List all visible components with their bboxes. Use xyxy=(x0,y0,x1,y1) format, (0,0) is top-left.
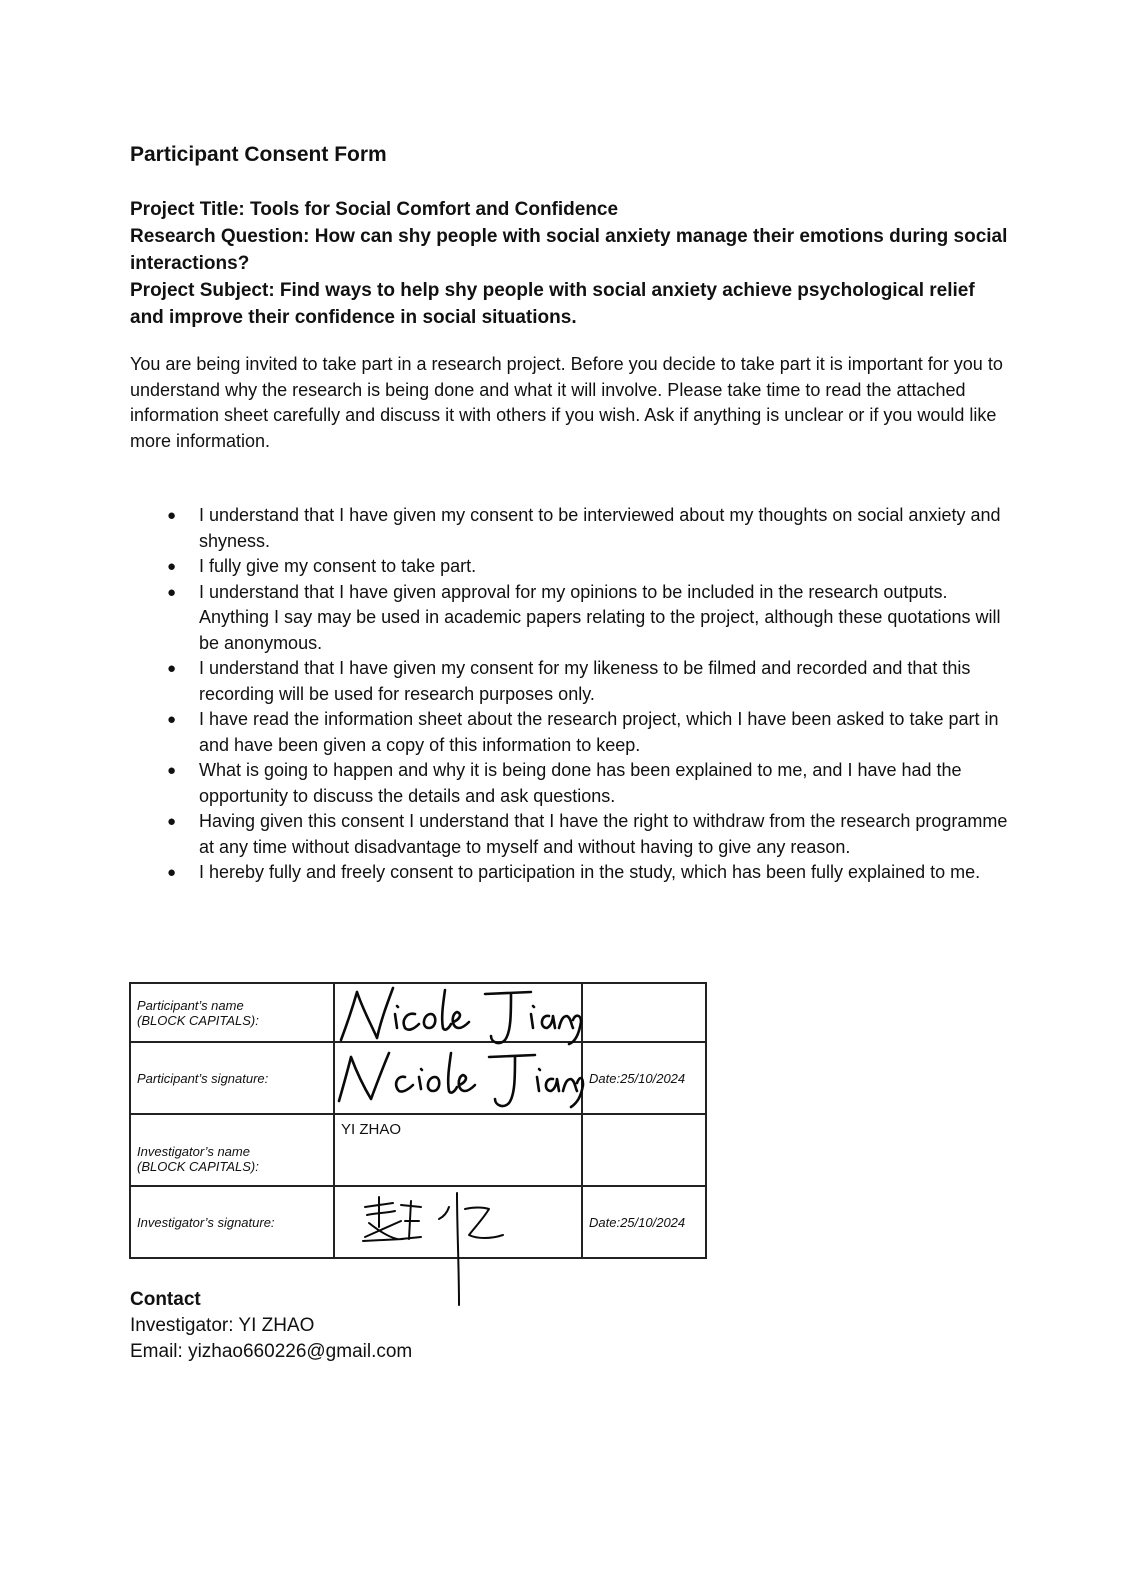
signature-table xyxy=(129,982,707,1259)
consent-statement: ● Having given this consent I understand that I have the right to withdraw from the research programme at any time without disadvantage to myself and without having to give any reason. xyxy=(167,811,1008,857)
project-details xyxy=(130,196,1010,331)
participant-name-blank xyxy=(582,983,706,1042)
consent-statement: ● I understand that I have given my consent for my likeness to be filmed and recorded and that this recording will be used for research purposes only. xyxy=(167,658,971,704)
investigator-signature-date: Date:25/10/2024 xyxy=(582,1186,706,1258)
intro-paragraph: You are being invited to take part in a research project. Before you decide to take part it is important for you to understand why the research is being done and what it will involve. Please take time to read the attached information sheet carefully and discuss it with others if you wish. Ask if anything is unclear or if you would like more information. xyxy=(130,354,1003,451)
investigator-name-value: YI ZHAO xyxy=(341,1121,402,1138)
project-subject: Project Subject: Find ways to help shy people with social anxiety achieve psychological relief and improve their confidence in social situations. xyxy=(130,280,975,328)
bullet-icon: ● xyxy=(167,583,177,601)
investigator-name-label: Investigator’s name (BLOCK CAPITALS): xyxy=(130,1114,334,1186)
investigator-signature-field[interactable] xyxy=(334,1186,582,1258)
bullet-icon: ● xyxy=(167,813,177,830)
project-title: Project Title: Tools for Social Comfort and Confidence xyxy=(130,199,619,220)
bullet-icon: ● xyxy=(167,864,177,881)
consent-statement: ● I hereby fully and freely consent to participation in the study, which has been fully explained to me. xyxy=(130,860,1020,886)
bullet-icon: ● xyxy=(167,762,177,779)
consent-statements xyxy=(130,503,1020,886)
contact-section xyxy=(130,1287,412,1365)
participant-signature-label: Participant’s signature: xyxy=(130,1042,334,1114)
bullet-icon: ● xyxy=(167,660,177,677)
investigator-name-row xyxy=(130,1114,706,1186)
contact-investigator: Investigator: YI ZHAO xyxy=(130,1315,315,1336)
bullet-icon: ● xyxy=(167,558,177,575)
contact-email: Email: yizhao660226@gmail.com xyxy=(130,1341,413,1362)
consent-statement: ● What is going to happen and why it is being done has been explained to me, and I have had the opportunity to discuss the details and ask questions. xyxy=(167,760,962,806)
participant-signature-field[interactable] xyxy=(334,1042,582,1114)
bullet-icon: ● xyxy=(167,711,177,728)
research-question: Research Question: How can shy people with social anxiety manage their emotions during social interactions? xyxy=(130,226,1008,274)
consent-statement: ● I understand that I have given approval for my opinions to be included in the research outputs. Anything I say may be used in academic papers relating to the project, although these quotations will be anonymous. xyxy=(167,581,1001,653)
investigator-signature-row xyxy=(130,1186,706,1258)
contact-heading: Contact xyxy=(130,1289,201,1310)
participant-signature-date: Date:25/10/2024 xyxy=(582,1042,706,1114)
investigator-signature-label: Investigator’s signature: xyxy=(130,1186,334,1258)
participant-name-label: Participant’s name (BLOCK CAPITALS): xyxy=(130,983,334,1042)
consent-statement: ● I understand that I have given my consent to be interviewed about my thoughts on social anxiety and shyness. xyxy=(167,505,1001,551)
participant-signature-handwriting xyxy=(335,1043,585,1115)
consent-statement: ● I have read the information sheet about the research project, which I have been asked to take part in and have been given a copy of this information to keep. xyxy=(167,709,999,755)
consent-statement: ● I fully give my consent to take part. xyxy=(130,554,1020,580)
investigator-name-blank xyxy=(582,1114,706,1186)
investigator-name-field[interactable] xyxy=(334,1114,582,1186)
participant-signature-row xyxy=(130,1042,706,1114)
participant-name-handwriting xyxy=(335,984,585,1048)
bullet-icon: ● xyxy=(167,507,177,524)
form-title: Participant Consent Form xyxy=(130,143,387,166)
participant-name-row xyxy=(130,983,706,1042)
participant-name-field[interactable] xyxy=(334,983,582,1042)
